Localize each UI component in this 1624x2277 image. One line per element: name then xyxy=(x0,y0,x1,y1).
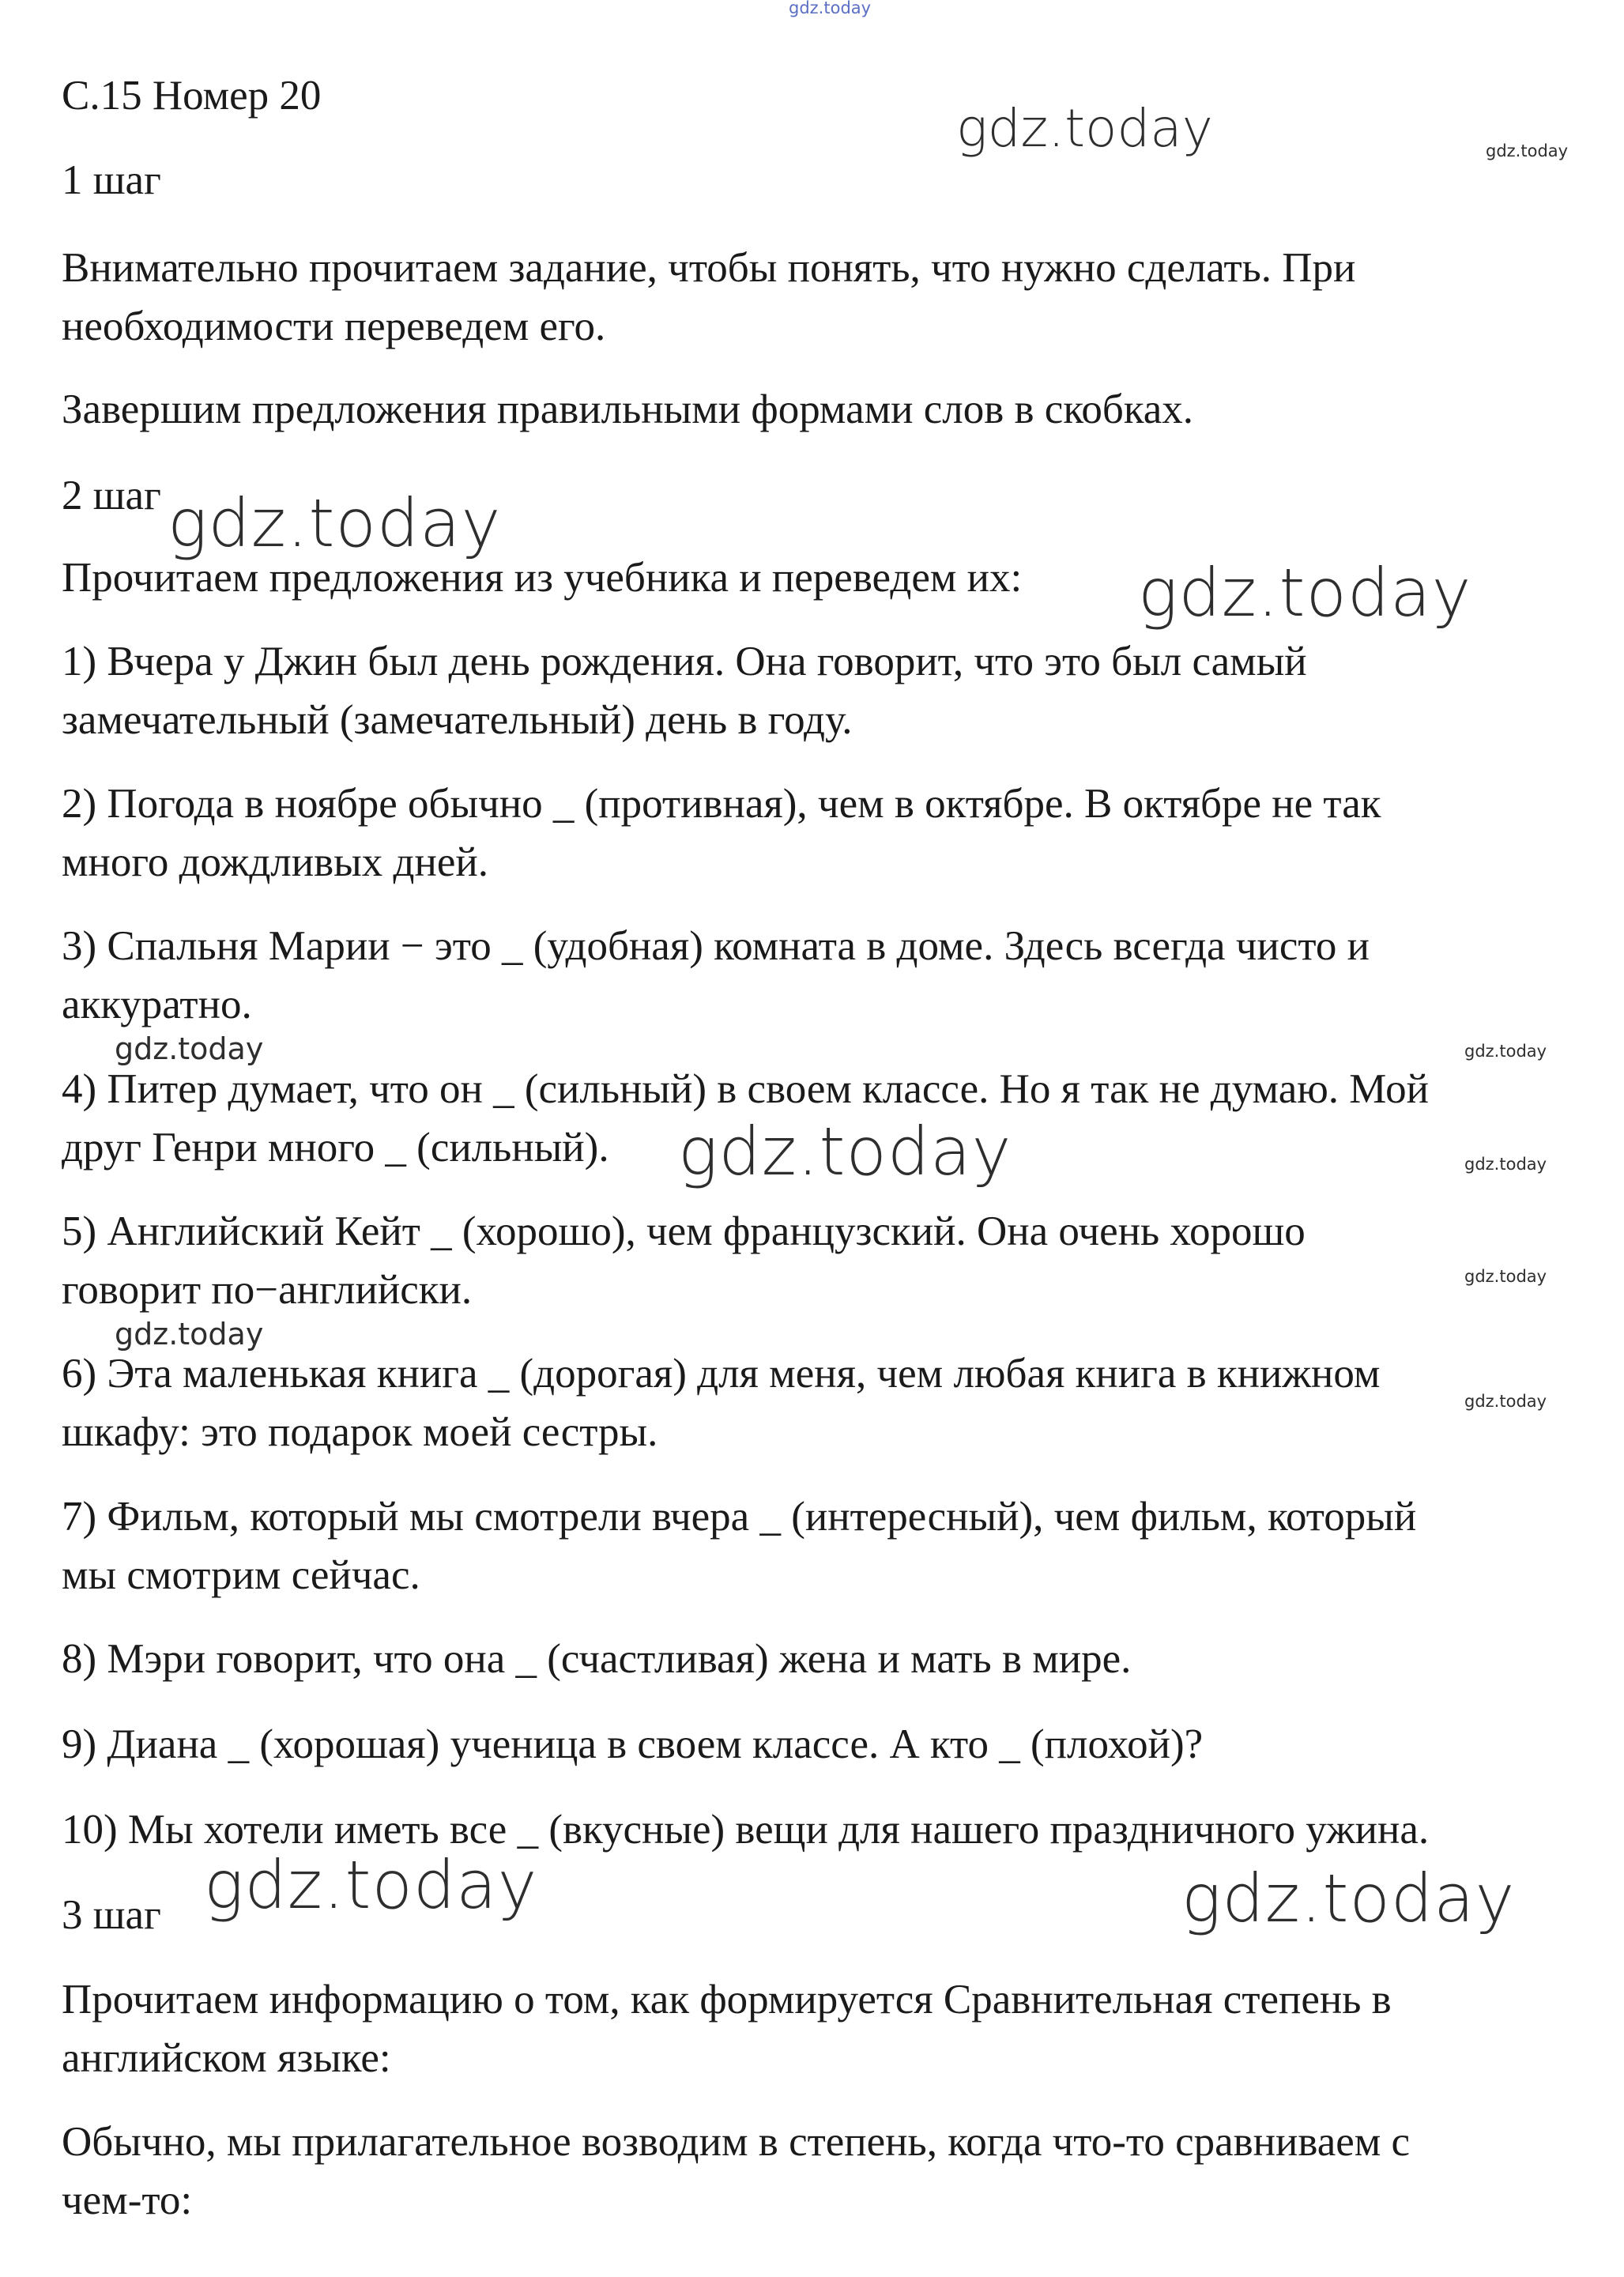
sentence-line: 9) Диана _ (хорошая) ученица в своем классе. А кто _ (плохой)? xyxy=(62,1721,1204,1767)
watermark: gdz.today xyxy=(1464,1267,1547,1286)
watermark: gdz.today xyxy=(1181,1860,1516,1937)
sentence-line: мы смотрим сейчас. xyxy=(62,1552,420,1598)
sentence-line: 8) Мэри говорит, что она _ (счастливая) жена и мать в мире. xyxy=(62,1636,1132,1682)
paragraph: Внимательно прочитаем задание, чтобы понять, что нужно сделать. При xyxy=(62,245,1356,291)
watermark: gdz.today xyxy=(115,1031,264,1066)
paragraph: Завершим предложения правильными формами слов в скобках. xyxy=(62,386,1194,432)
step-heading: 2 шаг xyxy=(62,473,161,518)
paragraph: Обычно, мы прилагательное возводим в степень, когда что-то сравниваем с xyxy=(62,2119,1411,2165)
sentence-line: 3) Спальня Марии − это _ (удобная) комната в доме. Здесь всегда чисто и xyxy=(62,923,1370,969)
paragraph: английском языке: xyxy=(62,2035,391,2081)
page-title: С.15 Номер 20 xyxy=(62,73,322,119)
sentence-line: 1) Вчера у Джин был день рождения. Она говорит, что это был самый xyxy=(62,639,1307,684)
watermark: gdz.today xyxy=(1138,554,1472,631)
watermark-top: gdz.today xyxy=(789,0,872,17)
sentence-line: 7) Фильм, который мы смотрели вчера _ (интересный), чем фильм, который xyxy=(62,1494,1417,1540)
sentence-line: много дождливых дней. xyxy=(62,839,488,885)
sentence-line: 4) Питер думает, что он _ (сильный) в своем классе. Но я так не думаю. Мой xyxy=(62,1066,1429,1112)
watermark: gdz.today xyxy=(115,1317,264,1351)
watermark: gdz.today xyxy=(204,1846,538,1924)
sentence-line: замечательный (замечательный) день в году. xyxy=(62,697,853,743)
sentence-line: друг Генри много _ (сильный). xyxy=(62,1125,609,1171)
sentence-line: говорит по−английски. xyxy=(62,1267,473,1313)
watermark: gdz.today xyxy=(678,1113,1012,1190)
sentence-line: 6) Эта маленькая книга _ (дорогая) для меня, чем любая книга в книжном xyxy=(62,1351,1381,1397)
sentence-line: шкафу: это подарок моей сестры. xyxy=(62,1409,658,1455)
watermark: gdz.today xyxy=(1486,141,1569,160)
watermark: gdz.today xyxy=(1464,1155,1547,1174)
step-heading: 3 шаг xyxy=(62,1892,161,1938)
watermark: gdz.today xyxy=(1464,1042,1547,1061)
sentence-line: 10) Мы хотели иметь все _ (вкусные) вещи для нашего праздничного ужина. xyxy=(62,1807,1430,1853)
paragraph: Прочитаем информацию о том, как формируется Сравнительная степень в xyxy=(62,1977,1392,2023)
paragraph: Прочитаем предложения из учебника и переведем их: xyxy=(62,555,1023,601)
sentence-line: 2) Погода в ноябре обычно _ (противная), чем в октябре. В октябре не так xyxy=(62,781,1381,827)
paragraph: необходимости переведем его. xyxy=(62,303,606,349)
watermark: gdz.today xyxy=(956,98,1213,159)
watermark: gdz.today xyxy=(1464,1392,1547,1411)
watermark: gdz.today xyxy=(168,484,502,562)
step-heading: 1 шаг xyxy=(62,157,161,203)
sentence-line: 5) Английский Кейт _ (хорошо), чем французский. Она очень хорошо xyxy=(62,1208,1306,1254)
paragraph: чем-то: xyxy=(62,2177,193,2223)
sentence-line: аккуратно. xyxy=(62,982,252,1027)
